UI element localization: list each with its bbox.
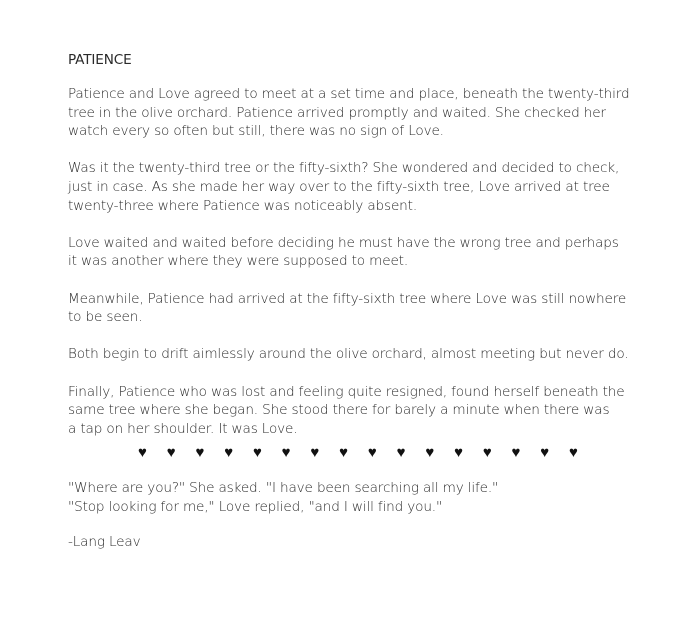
heart-icon: ♥ bbox=[281, 442, 291, 461]
heart-icon: ♥ bbox=[454, 442, 463, 461]
paragraph-line: just in case. As she made her way over to the fifty-sixth tree, Love arrived at tree bbox=[68, 178, 610, 195]
heart-icon: ♥ bbox=[396, 442, 406, 461]
paragraph-line: tree in the olive orchard. Patience arrived promptly and waited. She checked her bbox=[68, 104, 606, 121]
quote-line: "Where are you?" She asked. "I have been searching all my life." bbox=[68, 480, 499, 497]
paragraph-line: twenty-three where Patience was noticeably absent. bbox=[68, 197, 417, 214]
heart-divider bbox=[138, 442, 578, 462]
paragraph-line: it was another where they were supposed to meet. bbox=[68, 253, 409, 270]
paragraph-line: Meanwhile, Patience had arrived at the fifty-sixth tree where Love was still nowhere bbox=[68, 290, 627, 307]
heart-icon: ♥ bbox=[166, 442, 176, 461]
heart-icon: ♥ bbox=[138, 442, 147, 461]
paragraph-5 bbox=[68, 345, 683, 364]
paragraph-line: Love waited and waited before deciding he must have the wrong tree and perhaps bbox=[68, 234, 619, 251]
heart-icon: ♥ bbox=[482, 442, 492, 461]
heart-icon: ♥ bbox=[339, 442, 348, 461]
heart-icon: ♥ bbox=[367, 442, 377, 461]
poem-document bbox=[68, 51, 683, 551]
paragraph-line: Both begin to drift aimlessly around the olive orchard, almost meeting but never do. bbox=[68, 346, 629, 363]
heart-icon: ♥ bbox=[224, 442, 233, 461]
paragraph-4 bbox=[68, 290, 683, 327]
poem-title: PATIENCE bbox=[68, 52, 132, 68]
heart-icon: ♥ bbox=[310, 442, 320, 461]
paragraph-3 bbox=[68, 234, 683, 271]
paragraph-line: Was it the twenty-third tree or the fifty-sixth? She wondered and decided to check, bbox=[68, 160, 620, 177]
paragraph-6 bbox=[68, 383, 683, 439]
heart-icon: ♥ bbox=[540, 442, 550, 461]
paragraph-line: watch every so often but still, there was no sign of Love. bbox=[68, 123, 444, 140]
heart-icon: ♥ bbox=[511, 442, 521, 461]
heart-icon: ♥ bbox=[425, 442, 435, 461]
paragraph-line: same tree where she began. She stood there for barely a minute when there was bbox=[68, 402, 610, 419]
heart-icon: ♥ bbox=[195, 442, 205, 461]
paragraph-1 bbox=[68, 85, 683, 141]
paragraph-line: a tap on her shoulder. It was Love. bbox=[68, 420, 298, 437]
heart-icon: ♥ bbox=[569, 442, 578, 461]
paragraph-line: to be seen. bbox=[68, 309, 143, 326]
paragraph-line: Finally, Patience who was lost and feeling quite resigned, found herself beneath the bbox=[68, 383, 625, 400]
author-signature: -Lang Leav bbox=[68, 534, 141, 551]
paragraph-line: Patience and Love agreed to meet at a set time and place, beneath the twenty-third bbox=[68, 86, 630, 102]
closing-quote bbox=[68, 479, 683, 516]
paragraph-2 bbox=[68, 159, 683, 215]
quote-line: "Stop looking for me," Love replied, "and I will find you." bbox=[68, 498, 443, 515]
heart-icon: ♥ bbox=[252, 442, 262, 461]
